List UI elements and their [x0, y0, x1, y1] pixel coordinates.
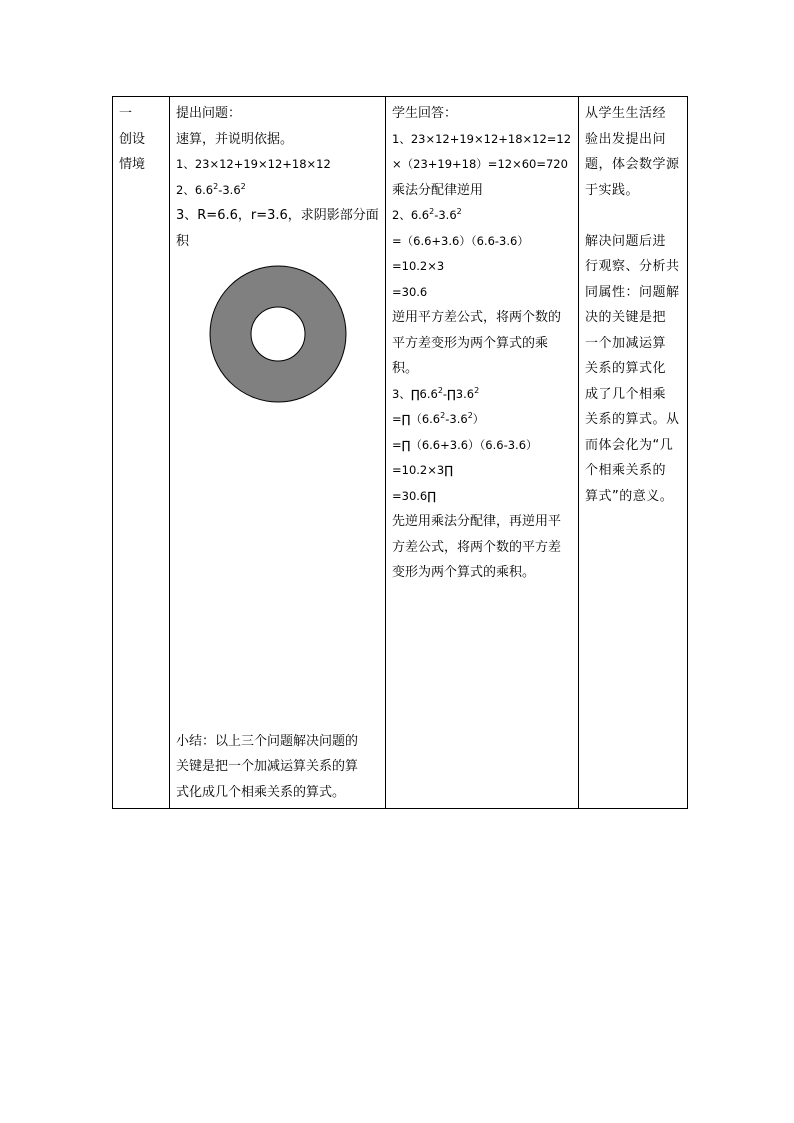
student-heading: 学生回答：: [392, 106, 458, 121]
answer-3-line-8: 变形为两个算式的乘积。: [392, 565, 536, 580]
teacher-intro: 速算，并说明依据。: [176, 131, 294, 147]
intent-line: 成了几个相乘: [585, 386, 667, 402]
intent-line: 关系的算式。从: [585, 412, 680, 427]
intent-line: 算式”的意义。: [585, 488, 674, 504]
intent-line: 个相乘关系的: [585, 463, 667, 478]
answer-2-line-5: 逆用平方差公式，将两个数的: [392, 310, 562, 325]
answer-2-line-3: =10.2×3: [392, 259, 445, 273]
teacher-heading: 提出问题：: [176, 106, 242, 121]
answer-3-line-5: =30.6∏: [392, 488, 436, 503]
summary-line-1: 小结：以上三个问题解决问题的: [176, 733, 359, 749]
ring-inner-circle: [251, 307, 305, 361]
annulus-svg: [208, 264, 348, 404]
intent-line: 行观察、分析共: [585, 259, 680, 274]
answer-1-line-3: 乘法分配律逆用: [392, 182, 484, 198]
stage-line-1: 一: [119, 106, 133, 121]
question-2: 2、$6.6^2-3.6^2$: [176, 181, 246, 197]
answer-3-line-2: $=\prod(6.6^2-3.6^2)$: [392, 411, 485, 426]
answer-2-line-4: =30.6: [392, 284, 428, 299]
answer-2-line-2: =（6.6+3.6）（6.6-3.6）: [392, 233, 529, 248]
teacher-cell: [170, 97, 386, 809]
intent-text: [579, 97, 687, 509]
stage-cell: [113, 97, 170, 809]
answer-1-line-2: ×（23+19+18）=12×60=720: [392, 157, 568, 171]
answer-3-line-6: 先逆用乘法分配律，再逆用平: [392, 514, 562, 529]
student-cell: [386, 97, 579, 809]
intent-line: 从学生生活经: [585, 106, 667, 121]
intent-line: 一个加减运算: [585, 335, 667, 351]
answer-1-line-1: 1、23×12+19×12+18×12=12: [392, 131, 572, 146]
answer-3-line-3: =∏（6.6+3.6）（6.6-3.6）: [392, 437, 538, 452]
intent-line: 解决问题后进: [585, 233, 667, 249]
answer-3-line-1: 3、$\prod 6.6^2-\prod 3.6^2$: [392, 385, 480, 401]
intent-line: 而体会化为“几: [585, 437, 674, 453]
answer-3-line-7: 方差公式，将两个数的平方差: [392, 539, 562, 555]
lesson-table: [112, 96, 688, 809]
intent-cell: [579, 97, 688, 809]
answer-2-line-6: 平方差变形为两个算式的乘: [392, 335, 549, 351]
intent-line: 关系的算式化: [585, 361, 667, 376]
intent-line: 于实践。: [585, 182, 640, 198]
summary-line-2: 关键是把一个加减运算关系的算: [176, 759, 359, 774]
intent-line: 同属性：问题解: [585, 284, 680, 300]
answer-2-line-7: 积。: [392, 361, 419, 376]
question-1: 1、23×12+19×12+18×12: [176, 157, 331, 171]
intent-line: 决的关键是把: [585, 310, 667, 325]
answer-2-line-1: 2、$6.6^2-3.6^2$: [392, 207, 462, 222]
question-3-line-2: 积: [176, 233, 190, 249]
summary: [176, 729, 381, 806]
summary-line-3: 式化成几个相乘关系的算式。: [176, 784, 346, 800]
stage-line-3: 情境: [119, 157, 146, 172]
lesson-row: [113, 97, 688, 809]
intent-line: 题，体会数学源: [585, 157, 680, 172]
annulus-figure: [176, 264, 379, 414]
intent-line: [585, 203, 681, 229]
answer-3-line-4: =10.2×3∏: [392, 463, 453, 477]
question-3-line-1: 3、R=6.6，r=3.6，求阴影部分面: [176, 208, 379, 223]
stage-line-2: 创设: [119, 131, 146, 147]
intent-line: 验出发提出问: [585, 131, 667, 147]
